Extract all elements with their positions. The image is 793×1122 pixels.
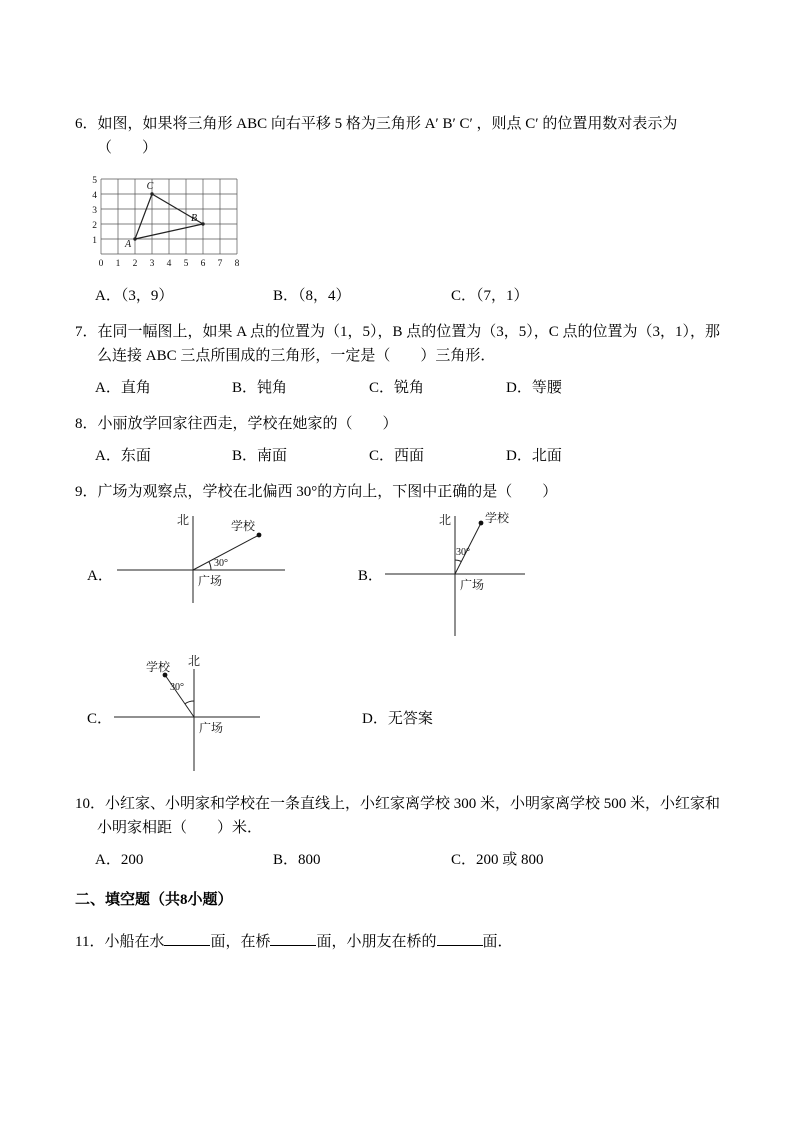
q6-options [75, 284, 725, 308]
question-6 [75, 112, 725, 308]
q6-option-b: B．（8，4） [273, 288, 351, 304]
question-7-text: 7．在同一幅图上，如果 A 点的位置为（1，5），B 点的位置为（3，5），C 点的位置为（3，1），那么连接 ABC 三点所围成的三角形，一定是（ ）三角形． [75, 324, 721, 364]
y-axis-labels [92, 176, 97, 246]
q8-options [75, 444, 725, 468]
q7-option-c: C．锐角 [369, 380, 425, 396]
q10-option-c: C．200 或 800 [451, 852, 544, 868]
q10-option-b: B．800 [273, 852, 321, 868]
q9-option-c-label: C． [87, 711, 113, 727]
x-axis-tick: 1 [115, 259, 121, 269]
angle-label: 30° [455, 547, 470, 558]
q6-option-c: C．（7，1） [451, 288, 529, 304]
q10-options [75, 848, 725, 872]
question-11-text [75, 928, 725, 957]
school-label: 学校 [484, 511, 509, 525]
q6-option-a: A．（3，9） [95, 288, 174, 304]
angle-arc [209, 562, 211, 570]
angle-label: 30° [170, 682, 185, 693]
question-10-text: 10．小红家、小明家和学校在一条直线上，小红家离学校 300 米，小明家离学校 500 米，小红家和小明家相距（ ）米． [75, 796, 721, 836]
plaza-label: 广场 [459, 578, 484, 592]
q9-diagram-c [112, 651, 262, 776]
y-axis-tick: 5 [92, 176, 97, 186]
north-label: 北 [438, 513, 451, 527]
q11-segment: 小船在水 [104, 934, 165, 950]
school-label: 学校 [230, 519, 255, 533]
x-axis-tick: 3 [149, 259, 155, 269]
vertex-label-a: A [124, 239, 132, 250]
q8-option-c: C．西面 [369, 448, 425, 464]
y-axis-tick: 3 [92, 206, 97, 216]
q7-options [75, 376, 725, 400]
plaza-label: 广场 [199, 721, 224, 735]
question-8 [75, 412, 725, 468]
x-axis-tick: 6 [200, 259, 206, 269]
angle-arc [185, 701, 194, 704]
q11-segment: 面． [482, 934, 513, 950]
north-label: 北 [188, 654, 201, 668]
question-9-text: 9．广场为观察点，学校在北偏西 30°的方向上，下图中正确的是（ ） [75, 484, 558, 500]
q6-grid-diagram [87, 176, 255, 276]
angle-arc [455, 560, 461, 562]
q7-option-a: A．直角 [95, 380, 151, 396]
grid-lines [101, 179, 237, 254]
section-2-title: 二、填空题（共8小题） [75, 892, 233, 908]
y-axis-tick: 1 [92, 236, 97, 246]
x-axis-labels [99, 259, 240, 269]
school-label: 学校 [146, 660, 171, 674]
q11-blank-2 [270, 931, 316, 946]
q9-option-b-label: B． [357, 568, 383, 584]
angle-label: 30° [213, 558, 228, 569]
x-axis-tick: 8 [234, 259, 240, 269]
q11-number: 11． [75, 934, 105, 950]
school-point [478, 521, 483, 526]
x-axis-tick: 2 [132, 259, 138, 269]
q11-segment: 面，在桥 [210, 934, 271, 950]
plaza-label: 广场 [197, 574, 222, 588]
y-axis-tick: 2 [92, 221, 97, 231]
q9-option-a-label: A． [87, 568, 113, 584]
q9-option-d-label: D．无答案 [362, 711, 433, 727]
question-8-text: 8．小丽放学回家往西走，学校在她家的（ ） [75, 416, 398, 432]
vertex-label-c: C [146, 181, 154, 192]
question-9 [75, 480, 725, 776]
north-label: 北 [176, 513, 189, 527]
q9-diagram-row-1 [87, 508, 725, 643]
q8-option-a: A．东面 [95, 448, 151, 464]
q8-option-d: D．北面 [506, 448, 562, 464]
x-axis-tick: 7 [217, 259, 223, 269]
q9-diagram-row-2 [87, 651, 725, 776]
y-axis-tick: 4 [92, 191, 97, 201]
vertex-label-b: B [190, 213, 198, 224]
q7-option-b: B．钝角 [232, 380, 288, 396]
school-point [256, 533, 261, 538]
q11-blank-3 [437, 931, 483, 946]
question-10 [75, 792, 725, 872]
q9-diagram-a [113, 508, 288, 613]
question-6-text: 6．如图，如果将三角形 ABC 向右平移 5 格为三角形 A′ B′ C′ ，则点 C′ 的位置用数对表示为（ ） [75, 116, 678, 156]
q10-option-a: A．200 [95, 852, 144, 868]
q11-segment: 面，小朋友在桥的 [316, 934, 437, 950]
x-axis-tick: 5 [183, 259, 189, 269]
q11-blank-1 [164, 931, 210, 946]
x-axis-tick: 0 [98, 259, 104, 269]
q8-option-b: B．南面 [232, 448, 288, 464]
q7-option-d: D．等腰 [506, 380, 562, 396]
x-axis-tick: 4 [166, 259, 172, 269]
question-7 [75, 320, 725, 400]
q9-diagram-b [383, 508, 528, 643]
